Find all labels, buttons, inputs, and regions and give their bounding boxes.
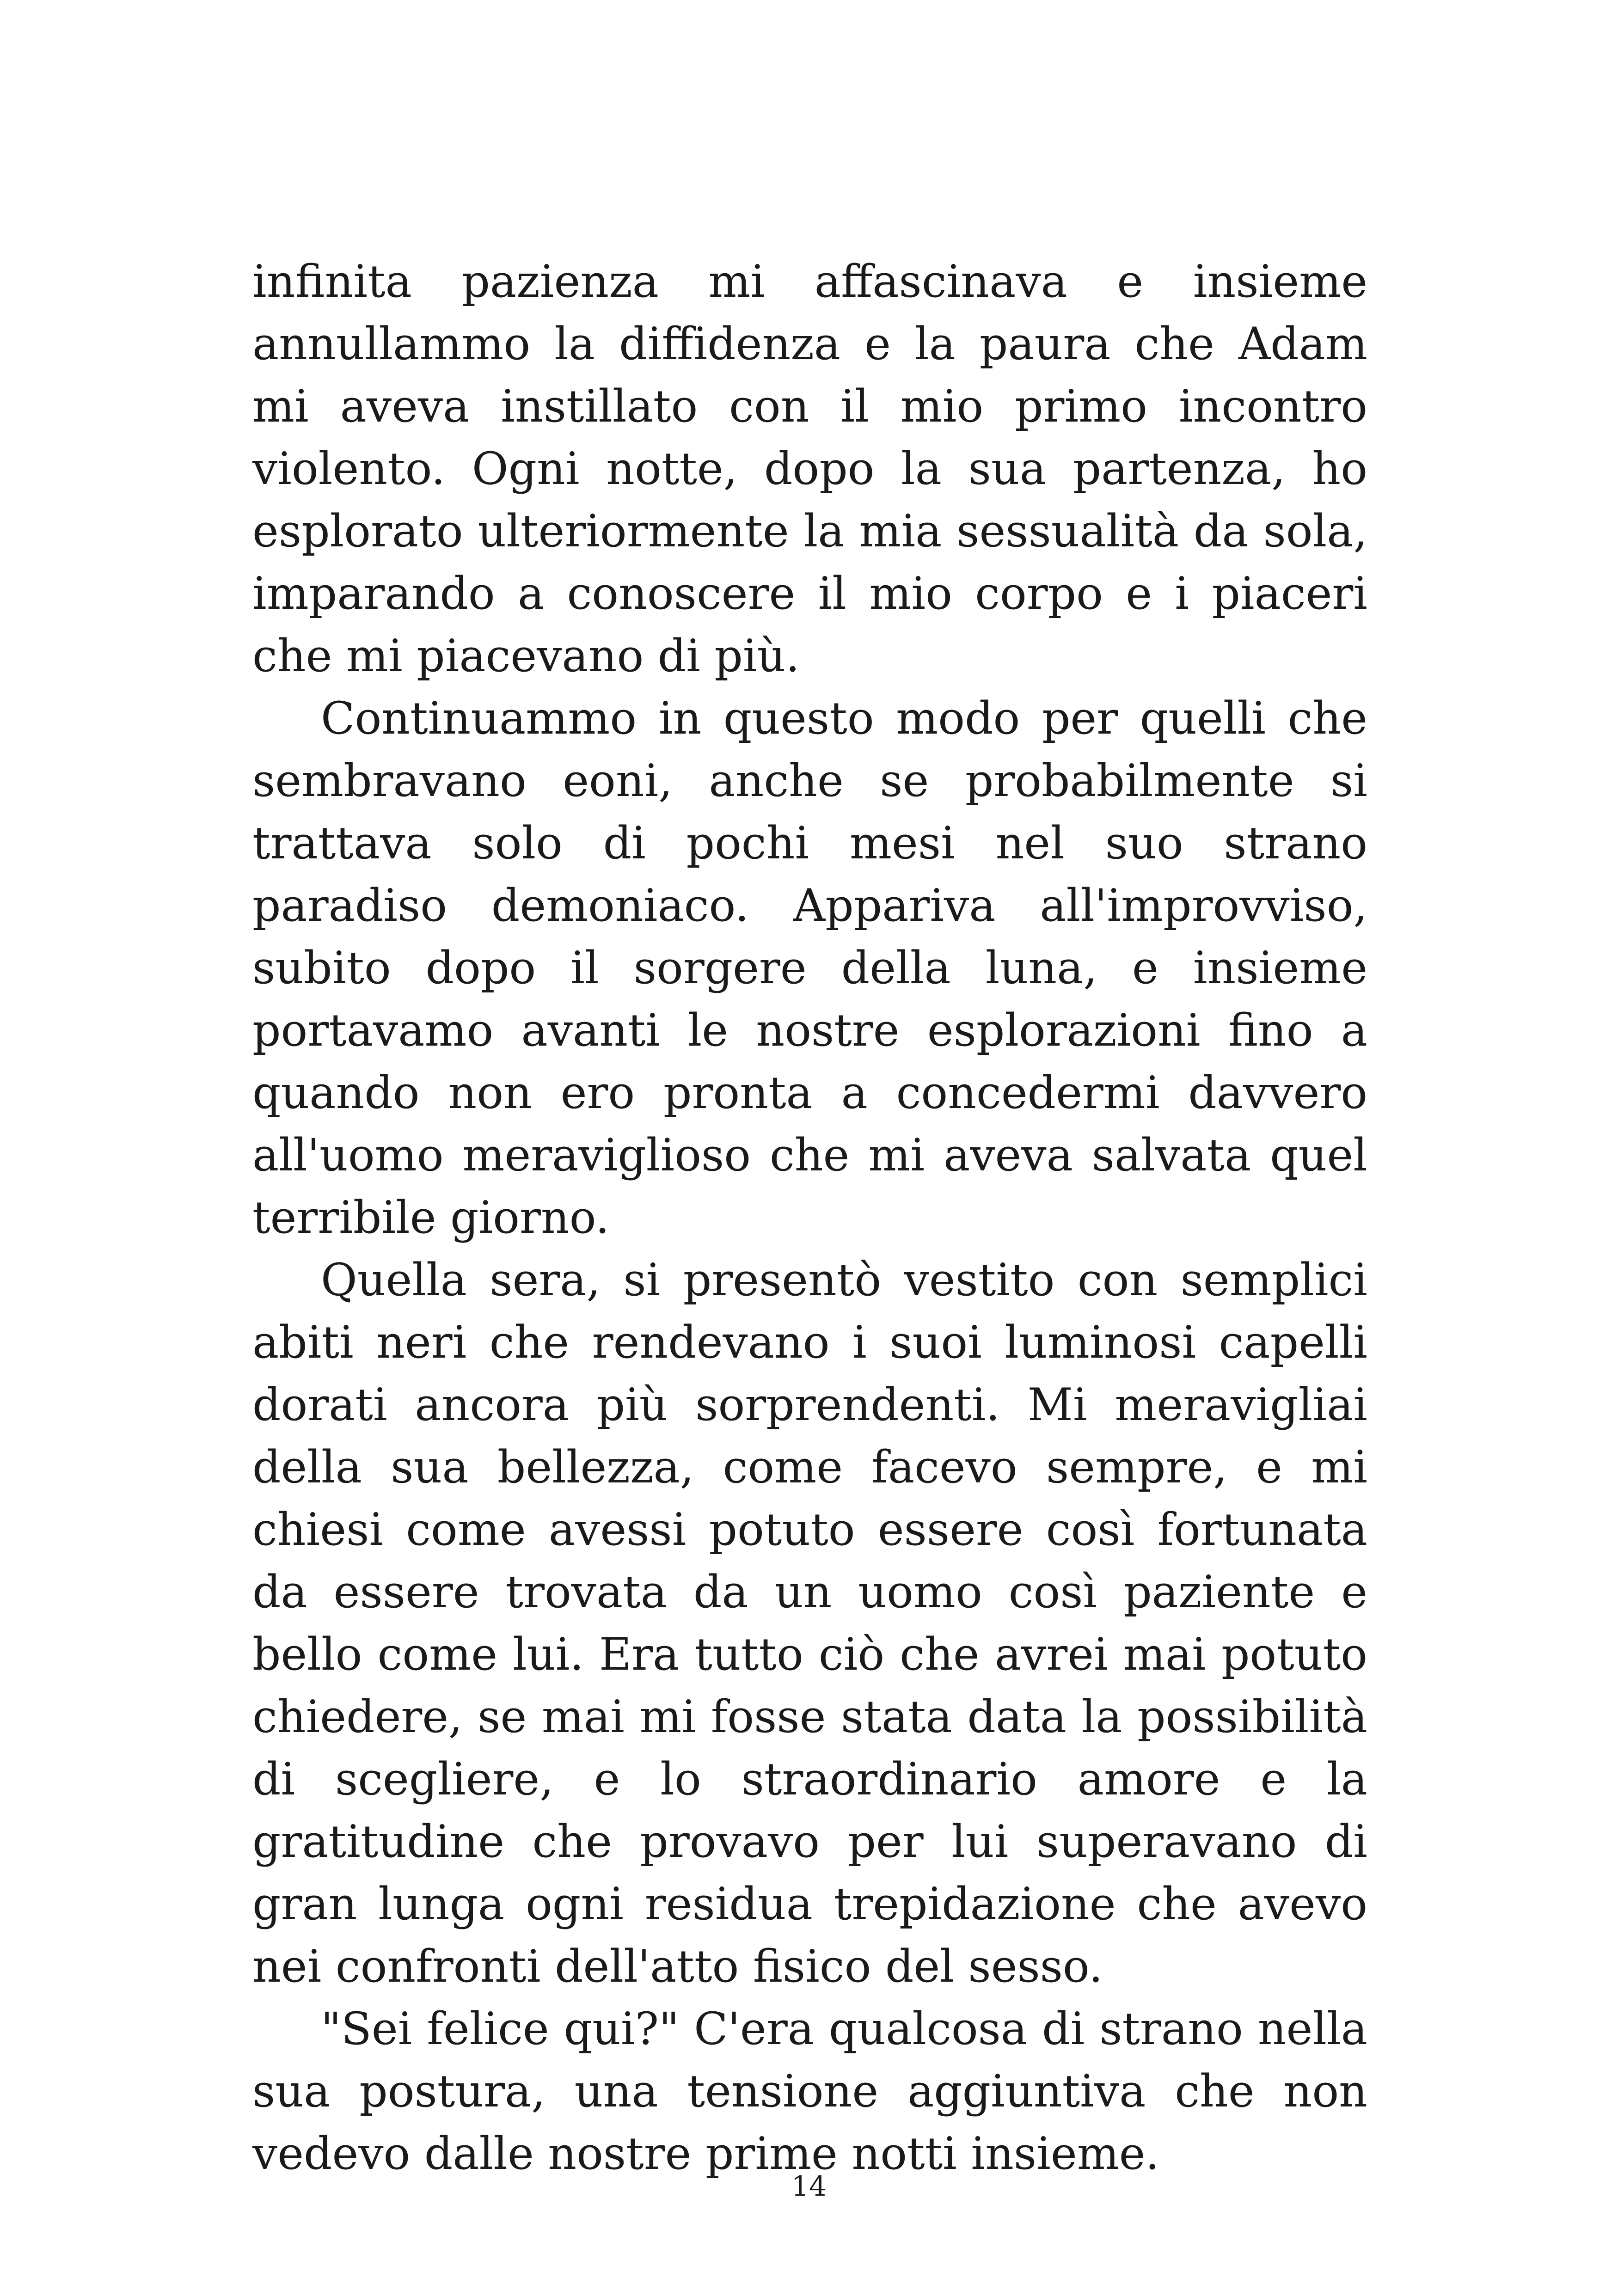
body-text bbox=[252, 251, 1367, 2185]
paragraph-1: infinita pazienza mi affascinava e insieme annullammo la diffidenza e la paura che Adam mi aveva instillato con il mio primo incontro violento. Ogni notte, dopo la sua partenza, ho esplorato ulteriormente la mia sessualità da sola, imparando a conoscere il mio corpo e i piaceri che mi piacevano di più. bbox=[252, 256, 1367, 682]
page-number: 14 bbox=[791, 2170, 827, 2203]
paragraph-2: Continuammo in questo modo per quelli che sembravano eoni, anche se probabilmente si trattava solo di pochi mesi nel suo strano paradiso demoniaco. Appariva all'improvviso, subito dopo il sorgere della luna, e insieme portavamo avanti le nostre esplorazioni fino a quando non ero pronta a concedermi davvero all'uomo meraviglioso che mi aveva salvata quel terribile giorno. bbox=[252, 692, 1367, 1243]
paragraph-4: "Sei felice qui?" C'era qualcosa di strano nella sua postura, una tensione aggiuntiva che non vedevo dalle nostre prime notti insieme. bbox=[252, 2003, 1367, 2180]
paragraph-3: Quella sera, si presentò vestito con semplici abiti neri che rendevano i suoi luminosi capelli dorati ancora più sorprendenti. Mi meravigliai della sua bellezza, come facevo sempre, e mi chiesi come avessi potuto essere così fortunata da essere trovata da un uomo così paziente e bello come lui. Era tutto ciò che avrei mai potuto chiedere, se mai mi fosse stata data la possibilità di scegliere, e lo straordinario amore e la gratitudine che provavo per lui superavano di gran lunga ogni residua trepidazione che avevo nei confronti dell'atto fisico del sesso. bbox=[252, 1254, 1367, 1992]
